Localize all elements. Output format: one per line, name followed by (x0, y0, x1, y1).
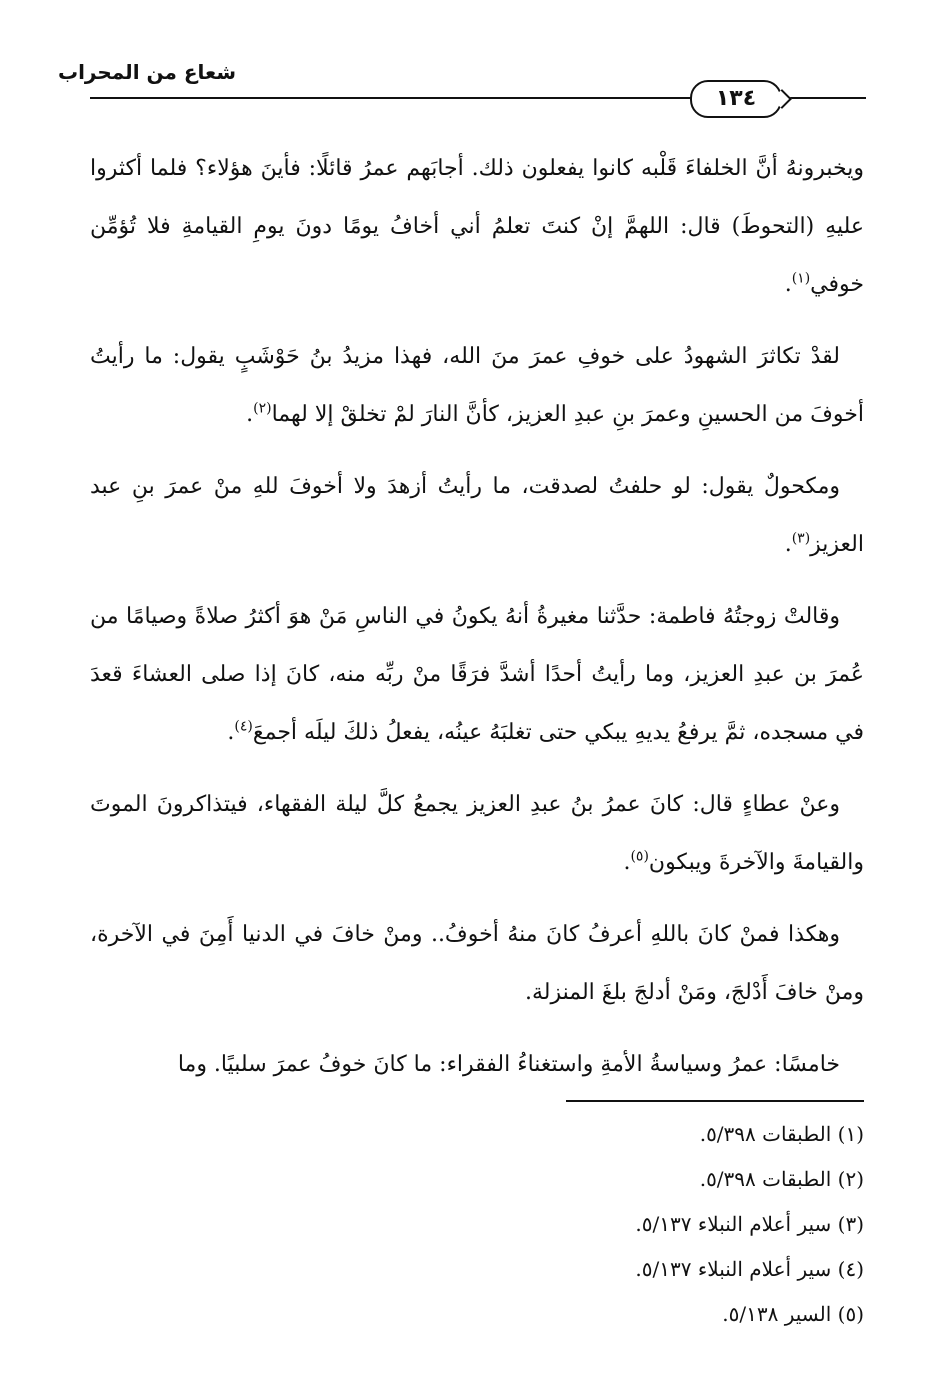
footnote-separator (566, 1100, 864, 1102)
paragraph-1 (90, 140, 864, 314)
paragraph-5-period: . (623, 850, 631, 875)
footnote-ref-1: (١) (791, 270, 811, 287)
paragraph-2 (90, 328, 864, 444)
footnote-4: (٤) سير أعلام النبلاء ٥/١٣٧. (635, 1257, 864, 1281)
footnotes-list (364, 1112, 864, 1337)
paragraph-3-period: . (784, 532, 792, 557)
paragraph-1-text: ويخبرونهُ أنَّ الخلفاءَ قَلْبه كانوا يفعلون ذلك. أجابَهم عمرُ قائلًا: فأينَ هؤلاء؟ فلما أكثروا عليهِ (التحوطَ) قال: اللهمَّ إنْ كنتَ تعلمُ أني أخافُ يومًا دونَ يومِ القيامةِ فلا تُؤمِّن خوفي (90, 156, 864, 297)
paragraph-4-text: وقالتْ زوجتُهُ فاطمة: حدَّثنا مغيرةُ أنهُ يكونُ في الناسِ مَنْ هوَ أكثرُ صلاةً وصيامًا من عُمرَ بن عبدِ العزيز، وما رأيتُ أحدًا أشدَّ فرَقًا منْ ربِّه منه، كانَ إذا صلى العشاءَ قعدَ في مسجده، ثمَّ يرفعُ يديهِ يبكي حتى تغلبَهُ عينُه، يفعلُ ذلكَ ليلَه أجمعَ (90, 604, 864, 745)
paragraph-7-text: خامسًا: عمرُ وسياسةُ الأمةِ واستغناءُ الفقراء: ما كانَ خوفُ عمرَ سلبيًا. وما (177, 1052, 840, 1077)
footnote-1: (١) الطبقات ٥/٣٩٨. (699, 1122, 864, 1146)
paragraph-2-text: لقدْ تكاثرَ الشهودُ على خوفِ عمرَ منَ الله، فهذا مزيدُ بنُ حَوْشَبٍ يقول: ما رأيتُ أخوفَ من الحسينِ وعمرَ بنِ عبدِ العزيز، كأنَّ النارَ لمْ تخلقْ إلا لهما (90, 344, 864, 427)
footnote-ref-2: (٢) (253, 400, 272, 417)
paragraph-6 (90, 906, 864, 1022)
paragraph-1-period: . (784, 272, 792, 297)
paragraph-3-text: ومكحولٌ يقول: لو حلفتُ لصدقت، ما رأيتُ أزهدَ ولا أخوفَ للهِ منْ عمرَ بنِ عبد العزيز (90, 474, 864, 557)
paragraph-3 (90, 458, 864, 574)
paragraph-4-period: . (227, 720, 235, 745)
page-number-badge: ١٣٤ (690, 80, 782, 118)
footnote-2: (٢) الطبقات ٥/٣٩٨. (699, 1167, 864, 1191)
paragraph-5-text: وعنْ عطاءٍ قال: كانَ عمرُ بنُ عبدِ العزيز يجمعُ كلَّ ليلة الفقهاء، فيتذاكرونَ الموتَ والقيامةَ والآخرةَ ويبكون (90, 792, 864, 875)
paragraph-4 (90, 588, 864, 762)
footnote-ref-3: (٣) (791, 530, 811, 547)
paragraph-7 (90, 1036, 864, 1094)
paragraph-6-text: وهكذا فمنْ كانَ باللهِ أعرفُ كانَ منهُ أخوفُ.. ومنْ خافَ في الدنيا أَمِنَ في الآخرة، ومنْ خافَ أَدْلجَ، ومَنْ أدلجَ بلغَ المنزلة. (90, 922, 864, 1005)
footnote-5: (٥) السير ٥/١٣٨. (722, 1302, 864, 1326)
paragraph-2-period: . (246, 402, 254, 427)
body-text (90, 140, 864, 1108)
footnote-3: (٣) سير أعلام النبلاء ٥/١٣٧. (635, 1212, 864, 1236)
running-title: شعاع من المحراب (57, 60, 236, 84)
footnote-ref-4: (٤) (234, 718, 253, 735)
footnote-ref-5: (٥) (630, 848, 649, 865)
paragraph-5 (90, 776, 864, 892)
